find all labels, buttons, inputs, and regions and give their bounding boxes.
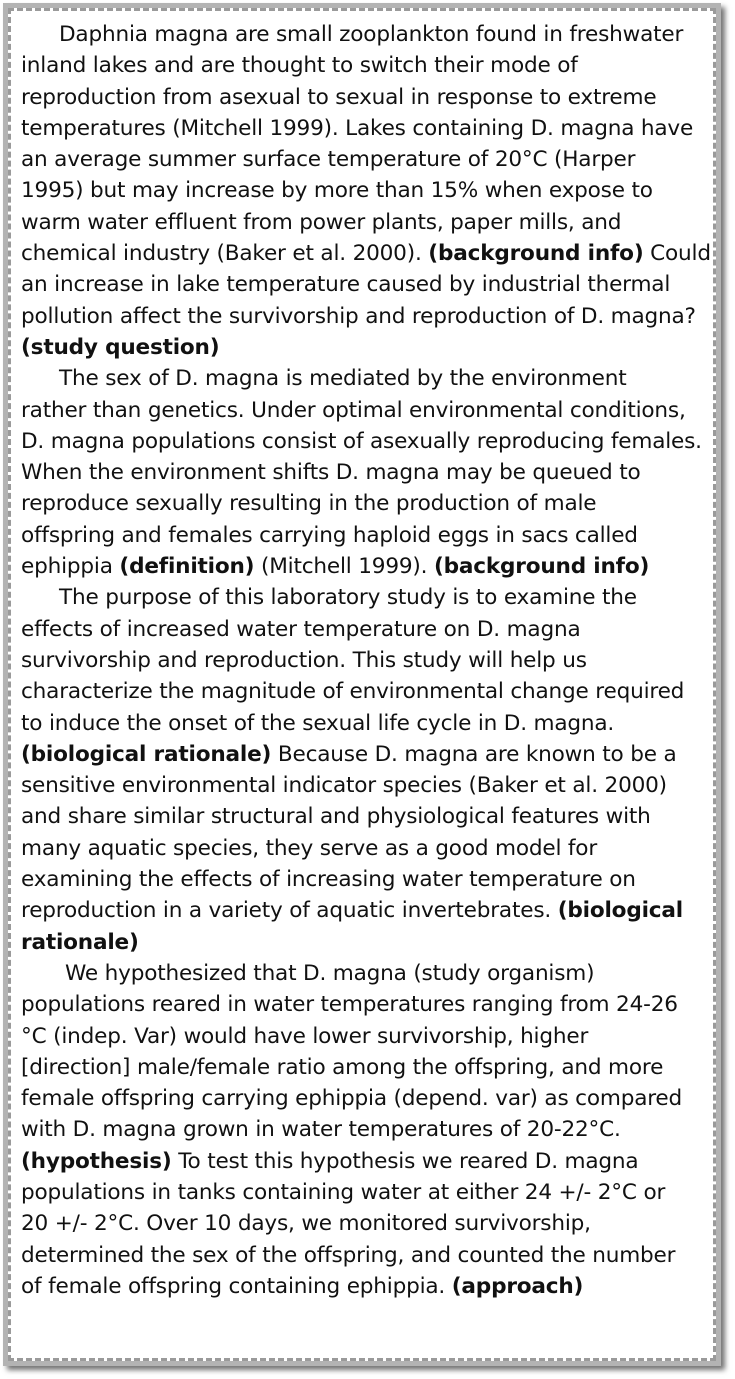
text-line (21, 739, 713, 770)
text-segment: To test this hypothesis we reared D. magna (178, 1148, 639, 1174)
paragraph-definition (21, 363, 713, 582)
annotation-tag: (approach) (451, 1273, 584, 1299)
text-line: to induce the onset of the sexual life cycle in D. magna. (21, 710, 615, 736)
text-line: female offspring carrying ephippia (depend. var) as compared (21, 1086, 683, 1112)
text-line: warm water effluent from power plants, paper mills, and (21, 209, 622, 235)
text-line: Daphnia magna are small zooplankton found in freshwater (59, 22, 684, 47)
text-segment: chemical industry (Baker et al. 2000). (21, 241, 422, 267)
text-line: D. magna populations consist of asexually reproducing females. (21, 428, 702, 454)
annotation-tag: rationale) (21, 929, 139, 955)
annotation-tag: (hypothesis) (21, 1148, 172, 1174)
text-line (21, 895, 713, 926)
text-line: populations in tanks containing water at either 24 +/- 2°C or (21, 1179, 666, 1205)
text-line: reproduction from asexual to sexual in response to extreme (21, 84, 657, 110)
text-line: and share similar structural and physiological features with (21, 804, 651, 830)
text-line: populations reared in water temperatures ranging from 24-26 (21, 992, 678, 1018)
text-segment: Because D. magna are known to be a (277, 741, 677, 767)
text-line: °C (indep. Var) would have lower survivorship, higher (21, 1023, 589, 1049)
text-line: survivorship and reproduction. This study will help us (21, 647, 587, 673)
text-line: determined the sex of the offspring, and counted the number (21, 1242, 676, 1268)
annotation-tag: (background info) (428, 241, 644, 267)
text-line (21, 1146, 713, 1177)
paragraph-rationale (21, 582, 713, 958)
text-line: [direction] male/female ratio among the offspring, and more (21, 1054, 664, 1080)
text-line: We hypothesized that D. magna (study organism) (65, 960, 595, 986)
text-line (21, 551, 713, 582)
text-line: characterize the magnitude of environmental change required (21, 679, 685, 705)
text-line (21, 238, 713, 269)
annotation-tag: (biological (557, 898, 683, 924)
text-line: many aquatic species, they serve as a good model for (21, 835, 597, 861)
text-segment: ephippia (21, 554, 113, 580)
text-segment: of female offspring containing ephippia. (21, 1273, 446, 1299)
annotation-tag: (background info) (433, 554, 650, 580)
annotation-tag: (biological rationale) (21, 741, 272, 767)
document-frame (3, 3, 721, 1366)
text-line: an increase in lake temperature caused by industrial thermal (21, 272, 671, 298)
text-line: reproduce sexually resulting in the production of male (21, 491, 597, 517)
text-line: an average summer surface temperature of 20°C (Harper (21, 147, 636, 173)
text-line: pollution affect the survivorship and reproduction of D. magna? (21, 303, 696, 329)
text-line: with D. magna grown in water temperatures of 20-22°C. (21, 1117, 621, 1143)
text-segment: Could (650, 241, 711, 267)
document-body (8, 8, 716, 1361)
paragraph-hypothesis (21, 958, 713, 1302)
text-line: 20 +/- 2°C. Over 10 days, we monitored survivorship, (21, 1211, 591, 1237)
text-line: The sex of D. magna is mediated by the environment (59, 366, 627, 392)
text-line: examining the effects of increasing water temperature on (21, 867, 636, 893)
text-line: rather than genetics. Under optimal environmental conditions, (21, 397, 686, 423)
text-line: The purpose of this laboratory study is to examine the (59, 585, 637, 611)
text-line (21, 1271, 713, 1302)
text-line: 1995) but may increase by more than 15% when expose to (21, 178, 653, 204)
text-segment: (Mitchell 1999). (261, 554, 428, 580)
text-line: temperatures (Mitchell 1999). Lakes containing D. magna have (21, 115, 694, 141)
text-line: effects of increased water temperature on D. magna (21, 616, 581, 642)
text-line: When the environment shifts D. magna may be queued to (21, 460, 641, 486)
annotation-tag: (study question) (21, 334, 220, 360)
text-segment: reproduction in a variety of aquatic invertebrates. (21, 898, 552, 924)
annotation-tag: (definition) (119, 554, 255, 580)
text-line: inland lakes and are thought to switch their mode of (21, 53, 578, 79)
text-line: offspring and females carrying haploid eggs in sacs called (21, 522, 638, 548)
text-line: sensitive environmental indicator species (Baker et al. 2000) (21, 773, 667, 799)
paragraph-background (21, 19, 713, 363)
